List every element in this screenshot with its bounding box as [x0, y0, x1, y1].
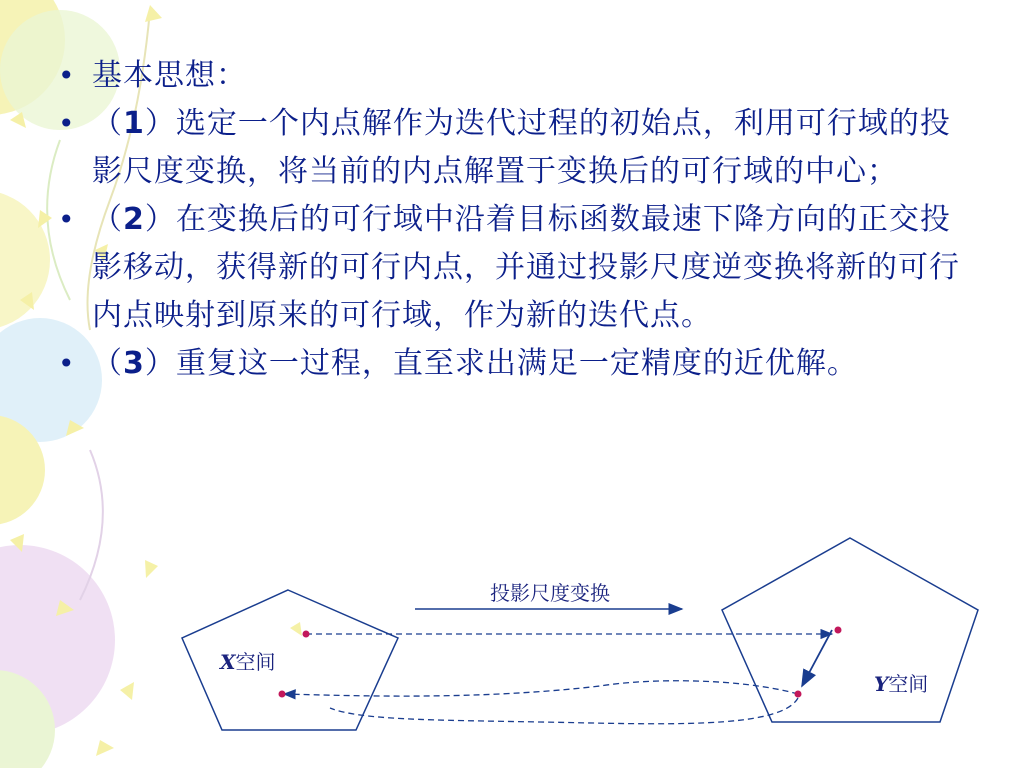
bullet-item-step-1 — [56, 100, 966, 196]
x-space-label — [218, 650, 276, 674]
inverse-mapping-path — [284, 681, 798, 696]
step-number: 3 — [123, 346, 145, 381]
x-space-var: X — [220, 650, 236, 674]
bullet-content — [92, 196, 966, 340]
new-point-y-space — [795, 691, 802, 698]
confetti-3 — [38, 210, 52, 228]
x-space-text: 空间 — [235, 650, 276, 674]
paren-close: ） — [144, 202, 176, 237]
bullet-item-heading — [56, 52, 966, 100]
bullet-item-step-3 — [56, 340, 966, 388]
y-space-text: 空间 — [888, 672, 929, 696]
step-number: 1 — [123, 106, 145, 141]
confetti-10 — [145, 560, 158, 578]
bullet-content — [92, 340, 966, 388]
paren-open: （ — [92, 106, 123, 141]
projective-transform-diagram — [180, 530, 980, 768]
bullet-item-step-2 — [56, 196, 966, 340]
bullet-dot-icon: • — [58, 347, 76, 380]
bullet-dot-icon: • — [58, 59, 76, 92]
paren-close: ） — [144, 346, 176, 381]
initial-interior-point — [303, 631, 310, 638]
bullet-dot-icon: • — [58, 107, 76, 140]
paren-close: ） — [144, 106, 176, 141]
step-number: 2 — [123, 202, 145, 237]
descent-step-arrow — [802, 630, 832, 686]
x-space-pentagon — [182, 590, 398, 730]
confetti-9 — [120, 682, 134, 700]
paren-open: （ — [92, 202, 123, 237]
paren-open: （ — [92, 346, 123, 381]
bullet-text: 在变换后的可行域中沿着目标函数最速下降方向的正交投影移动，获得新的可行内点，并通过投影尺度逆变换将新的可行内点映射到原来的可行域，作为新的迭代点。 — [92, 202, 960, 333]
bullet-text: 重复这一过程，直至求出满足一定精度的近优解。 — [175, 346, 858, 381]
transform-label: 投影尺度变换 — [490, 581, 610, 605]
new-iterate-point-x-space — [279, 691, 286, 698]
bullet-text: 选定一个内点解作为迭代过程的初始点，利用可行域的投影尺度变换，将当前的内点解置于变换后的可行域的中心； — [92, 106, 951, 189]
bullet-list — [56, 52, 966, 388]
bullet-content — [92, 100, 966, 196]
confetti-1 — [145, 5, 162, 22]
y-space-label — [874, 672, 928, 696]
inverse-mapping-lower-path — [330, 698, 798, 724]
y-space-var: Y — [874, 672, 889, 696]
bullet-text: 基本思想： — [92, 58, 247, 93]
y-space-pentagon — [722, 538, 978, 722]
center-point-y-space — [835, 627, 842, 634]
balloon-yellow-mid — [0, 190, 50, 330]
confetti-11 — [96, 740, 114, 756]
bullet-dot-icon: • — [58, 203, 76, 236]
